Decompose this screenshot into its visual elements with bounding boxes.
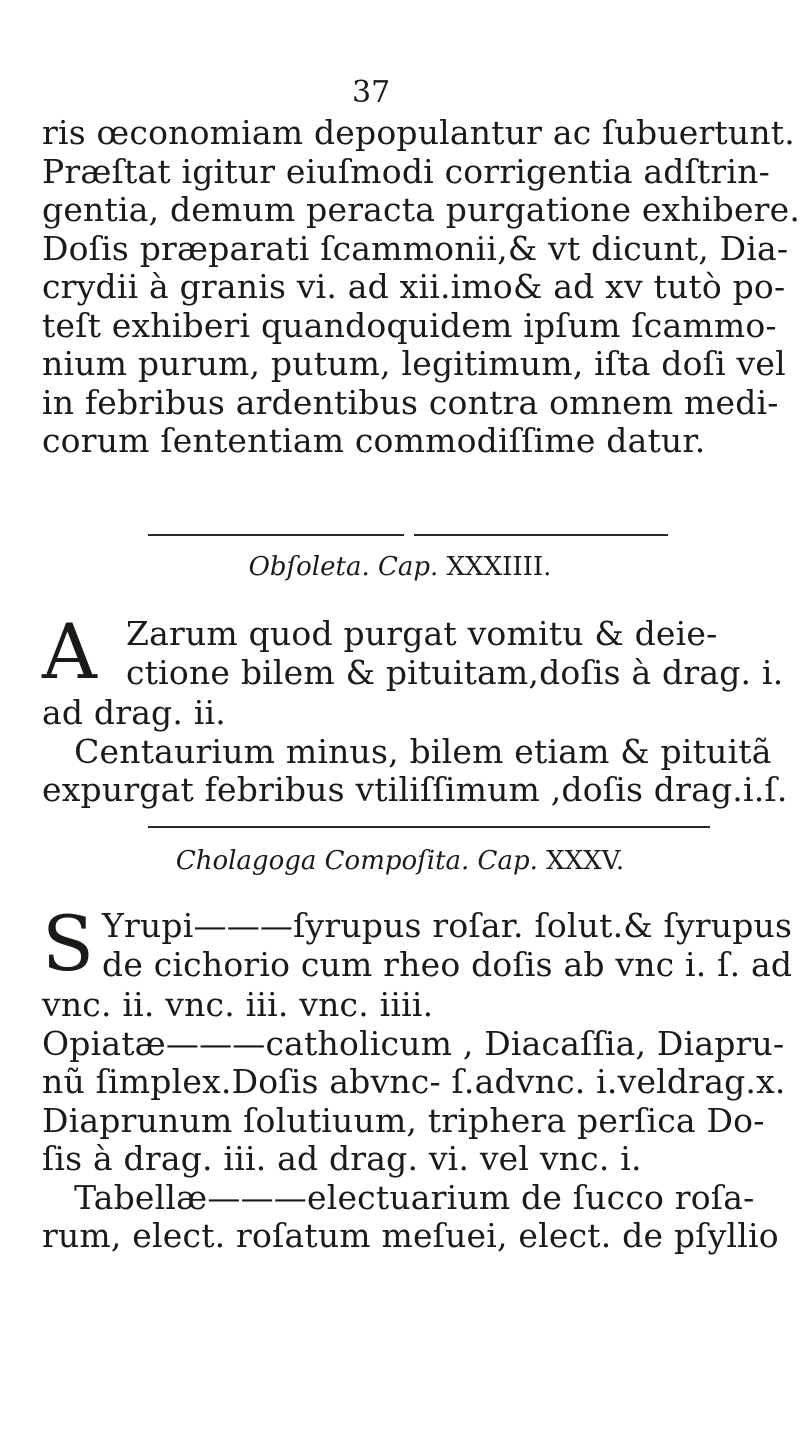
text-line: crydii à granis vi. ad xii.imo& ad xv tutò po- <box>42 267 786 306</box>
text-line: in febribus ardentibus contra omnem medi- <box>42 382 779 422</box>
section-heading <box>0 846 800 876</box>
drop-cap: A <box>42 607 97 696</box>
text-line: ctione bilem & pituitam,doſis à drag. i. <box>126 653 784 692</box>
text-line: Præſtat igitur eiuſmodi corrigentia adſtrin- <box>42 151 770 191</box>
text-line: teſt exhiberi quandoquidem ipſum ſcammo- <box>42 305 777 345</box>
text-line: de cichorio cum rheo doſis ab vnc i. ſ. ad <box>102 945 793 984</box>
text-line: Yrupi———ſyrupus roſar. ſolut.& ſyrupus <box>102 906 793 945</box>
heading-italic: Cholagoga Compoſita. Cap. <box>175 846 538 876</box>
text-line: gentia, demum peracta purgatione exhibere. <box>42 190 800 229</box>
text-line: corum ſententiam commodiſſime datur. <box>42 421 706 460</box>
text-line: nium purum, putum, legitimum, iſta doſi vel <box>42 344 786 383</box>
heading-numeral: XXXV. <box>537 846 625 876</box>
text-line: Zarum quod purgat vomitu & deie- <box>126 614 718 653</box>
text-line: rum, elect. roſatum meſuei, elect. de pſyllio <box>42 1216 779 1255</box>
section-body <box>42 693 788 810</box>
section-body <box>42 985 786 1256</box>
section-divider-rule <box>148 826 710 828</box>
heading-numeral: XXXIIII. <box>438 552 552 582</box>
section-opening <box>42 607 784 696</box>
text-line: Doſis præparati ſcammonii,& vt dicunt, Dia- <box>42 228 789 268</box>
section-opening <box>42 899 793 988</box>
text-line: Opiatæ———catholicum , Diacaſſia, Diapru- <box>42 1023 785 1063</box>
text-line: vnc. ii. vnc. iii. vnc. iiii. <box>42 985 434 1024</box>
text-line: ad drag. ii. <box>42 693 226 732</box>
drop-cap: S <box>42 899 95 988</box>
section-divider-rule <box>414 534 668 536</box>
text-line: nũ ſimplex.Doſis abvnc- ſ.advnc. i.veldrag.x. <box>42 1062 786 1101</box>
text-line: Tabellæ———electuarium de ſucco roſa- <box>42 1177 755 1217</box>
text-line: ris œconomiam depopulantur ac ſubuertunt. <box>42 113 795 152</box>
opening-paragraph <box>42 113 800 461</box>
page-number: 37 <box>352 75 391 110</box>
section-heading <box>0 552 800 582</box>
text-line: Centaurium minus, bilem etiam & pituitã <box>42 731 772 771</box>
section-divider-rule <box>148 534 404 536</box>
text-line: Diaprunum ſolutiuum, triphera perſica Do- <box>42 1100 765 1140</box>
heading-italic: Obſoleta. Cap. <box>248 552 439 582</box>
text-line: ſis à drag. iii. ad drag. vi. vel vnc. i. <box>42 1139 642 1178</box>
text-line: expurgat febribus vtiliſſimum ,doſis drag.i.ſ. <box>42 770 788 809</box>
